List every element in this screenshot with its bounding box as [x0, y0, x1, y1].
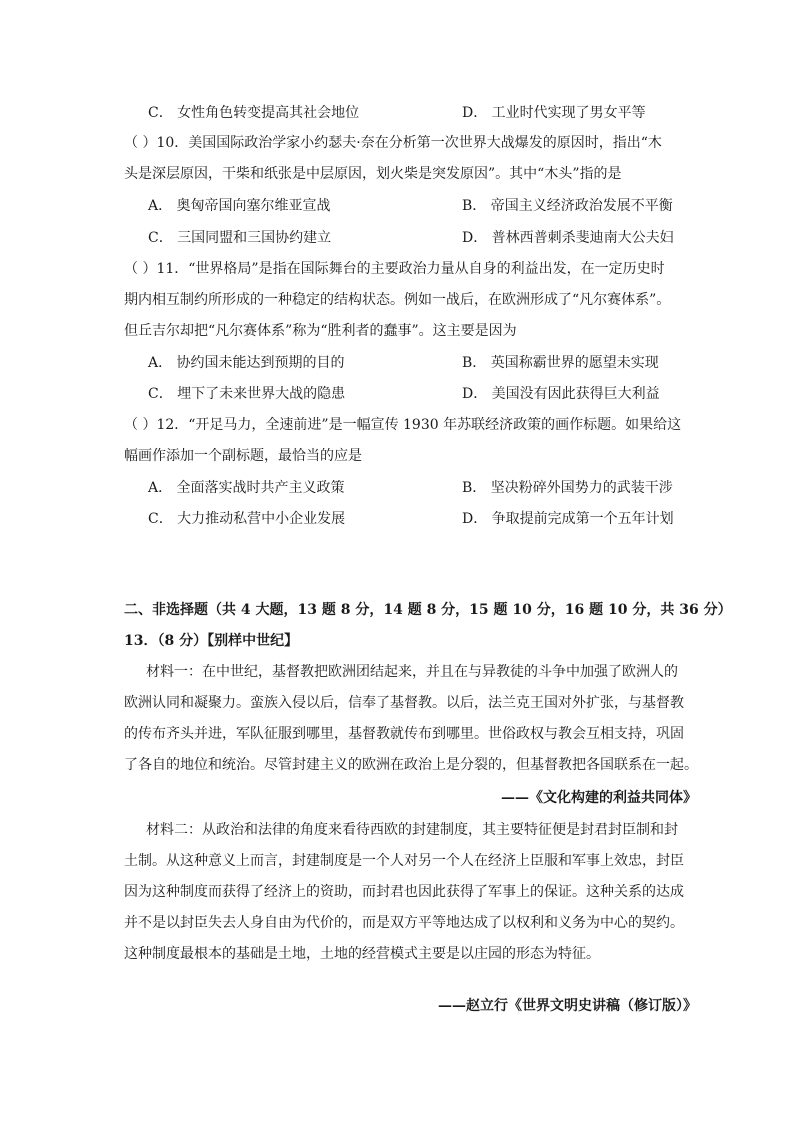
material2-line4: 并不是以封臣失去人身自由为代价的，而是双方平等地达成了以权利和义务为中心的契约。: [124, 915, 684, 931]
material2-line2: 土制。从这种意义上而言，封建制度是一个人对另一个人在经济上臣服和军事上效忠，封臣: [124, 853, 684, 869]
q10-option-d: D． 普林西普刺杀斐迪南大公夫妇: [462, 230, 674, 246]
q10-option-c: C． 三国同盟和三国协约建立: [148, 230, 332, 246]
section2-heading: 二、非选择题（共 4 大题，13 题 8 分，14 题 8 分，15 题 10 分，16 题 10 分，共 36 分）: [124, 602, 732, 618]
q11-stem-line1: （ ）11．“世界格局”是指在国际舞台的主要政治力量从自身的利益出发，在一定历史时: [124, 261, 665, 277]
q11-option-b: B． 英国称霸世界的愿望未实现: [462, 355, 659, 371]
q10-option-b: B． 帝国主义经济政治发展不平衡: [462, 198, 673, 214]
material1-line3: 的传布齐头并进，军队征服到哪里，基督教就传布到哪里。世俗政权与教会互相支持，巩固: [124, 726, 684, 742]
q10-stem-line1: （ ）10．美国国际政治学家小约瑟夫·奈在分析第一次世界大战爆发的原因时，指出“木: [124, 135, 662, 151]
material1-source: ——《文化构建的利益共同体》: [501, 790, 697, 806]
material1-line1: 材料一：在中世纪，基督教把欧洲团结起来，并且在与异教徒的斗争中加强了欧洲人的: [146, 664, 678, 680]
q12-option-c: C． 大力推动私营中小企业发展: [148, 511, 346, 527]
q9-option-c: C． 女性角色转变提高其社会地位: [148, 105, 360, 121]
q9-option-d: D． 工业时代实现了男女平等: [462, 105, 646, 121]
q12-option-a: A． 全面落实战时共产主义政策: [148, 480, 345, 496]
material2-source: ——赵立行《世界文明史讲稿（修订版）》: [438, 998, 697, 1014]
q12-stem-line2: 幅画作添加一个副标题，最恰当的应是: [124, 448, 362, 464]
material2-line5: 这种制度最根本的基础是土地，土地的经营模式主要是以庄园的形态为特征。: [124, 946, 600, 962]
material2-line1: 材料二：从政治和法律的角度来看待西欧的封建制度，其主要特征便是封君封臣制和封: [146, 822, 678, 838]
q11-stem-line3: 但丘吉尔却把“凡尔赛体系”称为“胜利者的蠢事”。这主要是因为: [124, 323, 517, 339]
material1-line2: 欧洲认同和凝聚力。蛮族入侵以后，信奉了基督教。以后，法兰克王国对外扩张，与基督教: [124, 695, 684, 711]
q12-stem-line1: （ ）12．“开足马力，全速前进”是一幅宣传 1930 年苏联经济政策的画作标题。如果给这: [124, 417, 682, 433]
q13-title: 13．（8 分）【别样中世纪】: [124, 633, 299, 649]
q11-stem-line2: 期内相互制约所形成的一种稳定的结构状态。例如一战后，在欧洲形成了“凡尔赛体系”。: [124, 292, 671, 308]
material1-line4: 了各自的地位和统治。尽管封建主义的欧洲在政治上是分裂的，但基督教把各国联系在一起。: [124, 757, 698, 773]
q11-option-c: C． 埋下了未来世界大战的隐患: [148, 386, 346, 402]
q12-option-d: D． 争取提前完成第一个五年计划: [462, 511, 674, 527]
q10-option-a: A． 奥匈帝国向塞尔维亚宣战: [148, 198, 331, 214]
q11-option-d: D． 美国没有因此获得巨大利益: [462, 386, 660, 402]
q10-stem-line2: 头是深层原因，干柴和纸张是中层原因，划火柴是突发原因”。其中“木头”指的是: [124, 166, 622, 182]
q12-option-b: B． 坚决粉碎外国势力的武装干涉: [462, 480, 673, 496]
material2-line3: 因为这种制度而获得了经济上的资助，而封君也因此获得了军事上的保证。这种关系的达成: [124, 884, 684, 900]
q11-option-a: A． 协约国未能达到预期的目的: [148, 355, 345, 371]
